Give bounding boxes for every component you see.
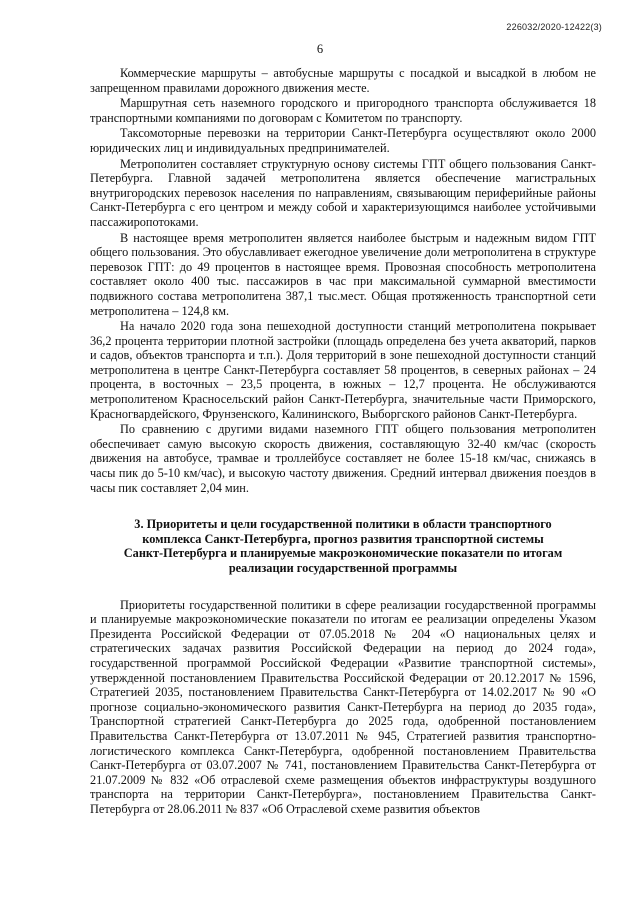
section-heading-line: 3. Приоритеты и цели государственной политики в области транспортного [134, 517, 552, 532]
section-heading [90, 517, 596, 575]
section-heading-line: реализации государственной программы [228, 561, 458, 575]
paragraph-metro-structure: Метрополитен составляет структурную основу системы ГПТ общего пользования Санкт-Петербурга. Главной задачей метрополитена является обеспечение магистральных внутригородских перевозок населения по направлениям, связывающим периферийные районы Санкт-Петербурга с его центром и между собой и характеризующимся наиболее устойчивыми пассажиропотоками. [90, 156, 596, 229]
document-number: 226032/2020-12422(3) [506, 22, 602, 32]
paragraph-metro-coverage: На начало 2020 года зона пешеходной доступности станций метрополитена покрывает 36,2 процента территории плотной застройки (площадь определена без учета акваторий, парков и садов, объектов транспорта и т.п.). Доля территорий в зоне пешеходной доступности станций метрополитена в центре Санкт-Петербурга составляет 58 процентов, в северных районах – 24 процента, в восточных – 23,5 процента, в южных – 12,7 процента. Не обслуживаются метрополитеном Красносельский район Санкт-Петербурга, значительные части Приморского, Красногвардейского, Фрунзенского, Калининского, Выборгского районов Санкт-Петербурга. [90, 319, 596, 421]
page-number: 6 [316, 42, 324, 56]
paragraph-priorities: Приоритеты государственной политики в сфере реализации государственной программы и планируемые макроэкономические показатели по итогам ее реализации определены Указом Президента Российской Федерации от 07.05.2018 № 204 «О национальных целях и стратегических задачах развития Российской Федерации на период до 2024 года», государственной программой Российской Федерации «Развитие транспортной системы», утвержденной постановлением Правительства Российской Федерации от 20.12.2017 № 1596, Стратегией 2035, постановлением Правительства Санкт-Петербурга от 14.02.2017 № 90 «О прогнозе социально-экономического развития Санкт-Петербурга на период до 2035 года», Транспортной стратегией Санкт-Петербурга до 2025 года, одобренной постановлением Правительства Санкт-Петербурга от 13.07.2011 № 945, Стратегией развития транспортно-логистического комплекса Санкт-Петербурга, одобренной постановлением Правительства Санкт-Петербурга от 03.07.2007 № 741, постановлением Правительства Санкт-Петербурга от 21.07.2009 № 832 «Об отраслевой схеме размещения объектов инфраструктуры воздушного транспорта на территории Санкт-Петербурга», постановлением Правительства Санкт-Петербурга от 28.06.2011 № 837 «Об Отраслевой схеме развития объектов [90, 597, 596, 816]
paragraph-metro-speed: По сравнению с другими видами наземного ГПТ общего пользования метрополитен обеспечивает самую высокую скорость движения, составляющую 32-40 км/час (скорость движения на автобусе, трамвае и троллейбусе составляет не более 15-18 км/час, снижаясь в часы пик до 5-10 км/час), и высокую частоту движения. Средний интервал движения поездов в часы пик составляет 2,04 мин. [90, 422, 596, 495]
paragraph-metro-fastest: В настоящее время метрополитен является наиболее быстрым и надежным видом ГПТ общего пользования. Это обуславливает ежегодное увеличение доли метрополитена в структуре перевозок ГПТ: до 49 процентов в настоящее время. Провозная способность метрополитена составляет около 400 тыс. пассажиров в час при максимальной суммарной вместимости подвижного состава метрополитена 387,1 тыс.мест. Общая протяженность транспортной сети метрополитена – 124,8 км. [90, 230, 596, 318]
section-heading-line: комплекса Санкт-Петербурга, прогноз развития транспортной системы [142, 531, 544, 546]
paragraph-commercial-routes: Коммерческие маршруты – автобусные маршруты с посадкой и высадкой в любом не запрещенном правилами дорожного движения месте. [90, 66, 596, 95]
paragraph-route-network: Маршрутная сеть наземного городского и пригородного транспорта обслуживается 18 транспортными компаниями по договорам с Комитетом по транспорту. [90, 96, 596, 125]
section-heading-line: Санкт-Петербурга и планируемые макроэкономические показатели по итогам [123, 546, 563, 561]
document-body [90, 66, 596, 817]
paragraph-taxi: Таксомоторные перевозки на территории Санкт-Петербурга осуществляют около 2000 юридических лиц и индивидуальных предпринимателей. [90, 126, 596, 155]
